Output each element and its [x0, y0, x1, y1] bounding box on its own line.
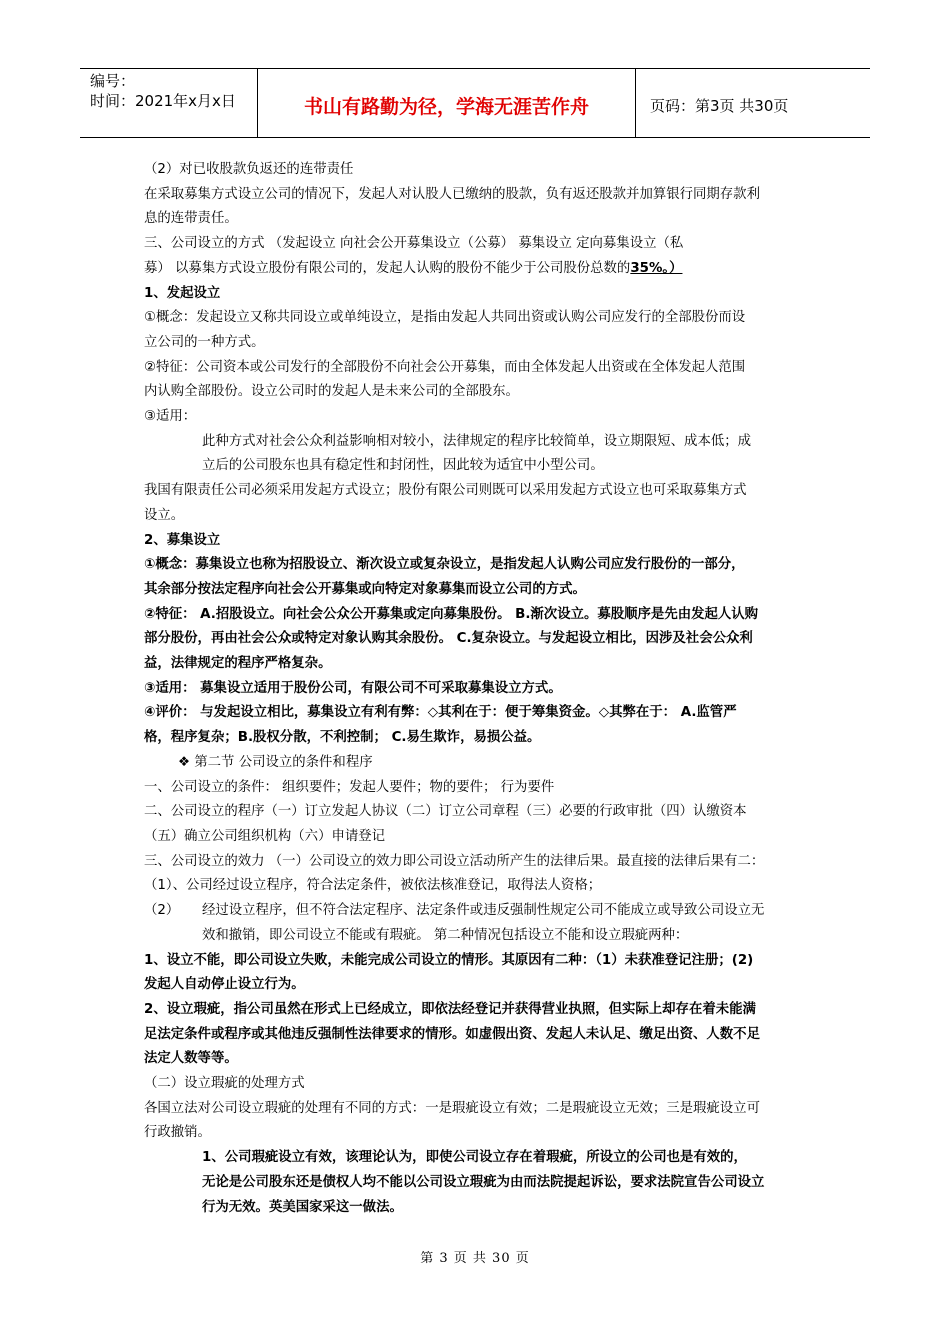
line: 我国有限责任公司必须采用发起方式设立；股份有限公司则既可以采用发起方式设立也可采取募集方式	[144, 483, 747, 499]
page-footer: 第 3 页 共 30 页	[420, 1251, 530, 1266]
line: 2、设立瑕疵，指公司虽然在形式上已经成立，即依法经登记并获得营业执照，但实际上却存在着未能满	[144, 1001, 756, 1017]
line: 三、公司设立的效力 （一）公司设立的效力即公司设立活动所产生的法律后果。最直接的法律后果有二：	[144, 853, 765, 869]
line: （五）确立公司组织机构（六）申请登记	[144, 828, 386, 844]
line: 法定人数等等。	[144, 1051, 238, 1067]
underlined-percent: 35%。）	[630, 260, 683, 276]
header-left-cell	[80, 69, 258, 137]
indented-line: 无论是公司股东还是债权人均不能以公司设立瑕疵为由而法院提起诉讼，要求法院宣告公司设立	[202, 1174, 765, 1190]
indented-line: 此种方式对社会公众利益影响相对较小，法律规定的程序比较简单，设立期限短、成本低；成	[202, 433, 752, 449]
line	[144, 257, 810, 282]
line: 益，法律规定的程序严格复杂。	[144, 656, 332, 672]
line: （1）、公司经过设立程序，符合法定条件，被依法核准登记，取得法人资格；	[144, 878, 602, 894]
line: ②特征：公司资本或公司发行的全部股份不向社会公开募集，而由全体发起人出资或在全体发起人范围	[144, 359, 746, 375]
item-line: 经过设立程序，但不符合法定程序、法定条件或违反强制性规定公司不能成立或导致公司设立无	[202, 903, 765, 919]
line: ①概念：募集设立也称为招股设立、渐次设立或复杂设立，是指发起人认购公司应发行股份的一部分，	[144, 557, 745, 573]
line: 息的连带责任。	[144, 211, 238, 227]
line: ③适用： 募集设立适用于股份公司，有限公司不可采取募集设立方式。	[144, 680, 562, 696]
document-body	[144, 158, 810, 1220]
line: 一、公司设立的条件： 组织要件；发起人要件；物的要件； 行为要件	[144, 779, 555, 795]
motto: 书山有路勤为径，学海无涯苦作舟	[258, 69, 636, 137]
line: （2）对已收股款负返还的连带责任	[144, 162, 354, 177]
page-header	[80, 68, 870, 138]
line: （二）设立瑕疵的处理方式	[144, 1076, 305, 1092]
line: 行政撤销。	[144, 1125, 211, 1141]
line: ④评价： 与发起设立相比，募集设立有利有弊：◇其利在于：便于筹集资金。◇其弊在于： A.监管严	[144, 705, 737, 721]
item-number: （2）	[144, 903, 180, 919]
line: 1、设立不能，即公司设立失败，未能完成公司设立的情形。其原因有二种：（1）未获准登记注册；(2)	[144, 952, 754, 968]
section-heading: 2、募集设立	[144, 532, 221, 548]
section-heading: 1、发起设立	[144, 285, 221, 301]
line: 内认购全部股份。设立公司时的发起人是未来公司的全部股东。	[144, 384, 519, 400]
line: 格，程序复杂；B.股权分散，不利控制； C.易生欺诈，易损公益。	[144, 730, 541, 746]
indented-line: 行为无效。英美国家采这一做法。	[202, 1199, 403, 1215]
line: 发起人自动停止设立行为。	[144, 977, 305, 993]
indented-line: 立后的公司股东也具有稳定性和封闭性，因此较为适宜中小型公司。	[202, 458, 604, 474]
indented-line: 1、公司瑕疵设立有效，该理论认为，即使公司设立存在着瑕疵，所设立的公司也是有效的，	[202, 1150, 747, 1166]
item-line: 效和撤销，即公司设立不能或有瑕疵。 第二种情况包括设立不能和设立瑕疵两种：	[202, 927, 689, 943]
line: 足法定条件或程序或其他违反强制性法律要求的情形。如虚假出资、发起人未认足、缴足出资、人数不足	[144, 1026, 760, 1042]
line: 其余部分按法定程序向社会公开募集或向特定对象募集而设立公司的方式。	[144, 581, 586, 597]
hanging-item	[144, 899, 810, 948]
line: 各国立法对公司设立瑕疵的处理有不同的方式：一是瑕疵设立有效；二是瑕疵设立无效；三是瑕疵设立可	[144, 1100, 760, 1116]
line: 二、公司设立的程序（一）订立发起人协议（二）订立公司章程（三）必要的行政审批（四）认缴资本	[144, 804, 747, 820]
date-label: 时间：2021年x月x日	[90, 92, 236, 110]
line: ③适用：	[144, 409, 197, 425]
line: 设立。	[144, 507, 185, 523]
page-label: 页码：第3页 共30页	[650, 96, 789, 115]
line: 立公司的一种方式。	[144, 334, 265, 350]
line: ②特征： A.招股设立。向社会公众公开募集或定向募集股份。 B.渐次设立。募股顺序是先由发起人认购	[144, 606, 759, 622]
line: 三、公司设立的方式 （发起设立 向社会公开募集设立（公募） 募集设立 定向募集设立（私	[144, 236, 684, 252]
code-label: 编号：	[90, 72, 136, 90]
line-text: 募） 以募集方式设立股份有限公司的，发起人认购的股份不能少于公司股份总数的	[144, 260, 631, 276]
line: 部分股份，再由社会公众或特定对象认购其余股份。 C.复杂设立。与发起设立相比，因涉及社会公众利	[144, 631, 753, 647]
section-title: ❖ 第二节 公司设立的条件和程序	[178, 754, 373, 770]
item-text	[202, 899, 810, 948]
line: 在采取募集方式设立公司的情况下，发起人对认股人已缴纳的股款，负有返还股款并加算银行同期存款利	[144, 186, 760, 202]
line: ①概念：发起设立又称共同设立或单纯设立，是指由发起人共同出资或认购公司应发行的全部股份而设	[144, 310, 746, 326]
